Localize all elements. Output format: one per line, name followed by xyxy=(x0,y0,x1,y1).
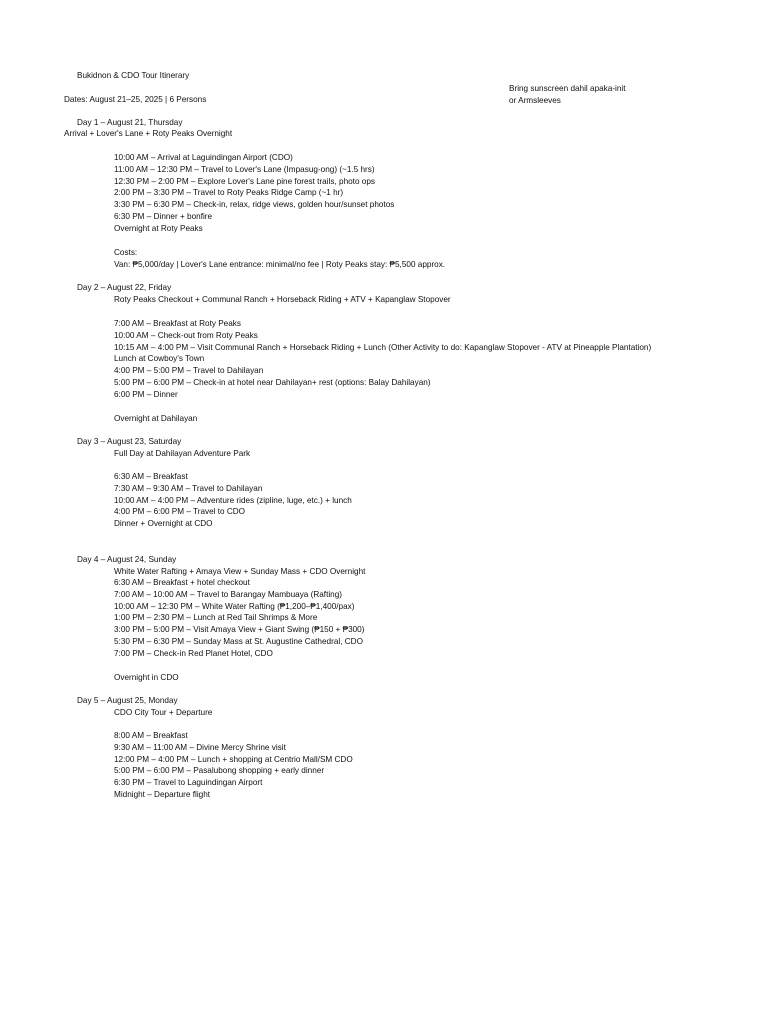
schedule-item: 1:00 PM – 2:30 PM – Lunch at Red Tail Shrimps & More xyxy=(114,613,318,623)
day2-heading: Day 2 – August 22, Friday xyxy=(77,283,172,292)
side-note-line: or Armsleeves xyxy=(509,95,561,105)
trip-dates: Dates: August 21–25, 2025 | 6 Persons xyxy=(64,95,207,104)
schedule-item: 3:00 PM – 5:00 PM – Visit Amaya View + Giant Swing (₱150 + ₱300) xyxy=(114,625,365,635)
schedule-item: 7:00 PM – Check-in Red Planet Hotel, CDO xyxy=(114,648,273,658)
schedule-item: Dinner + Overnight at CDO xyxy=(114,519,213,529)
schedule-item: 3:30 PM – 6:30 PM – Check-in, relax, ridge views, golden hour/sunset photos xyxy=(114,200,395,210)
day5-subtitle: CDO City Tour + Departure xyxy=(114,708,213,717)
schedule-item: 10:00 AM – 12:30 PM – White Water Rafting (₱1,200–₱1,400/pax) xyxy=(114,601,355,611)
day4-subtitle: White Water Rafting + Amaya View + Sunday Mass + CDO Overnight xyxy=(114,567,366,576)
schedule-item: 2:00 PM – 3:30 PM – Travel to Roty Peaks Ridge Camp (~1 hr) xyxy=(114,188,344,198)
schedule-item: 11:00 AM – 12:30 PM – Travel to Lover's Lane (Impasug-ong) (~1.5 hrs) xyxy=(114,164,375,174)
schedule-item: Overnight at Roty Peaks xyxy=(114,223,203,233)
schedule-item: 7:00 AM – 10:00 AM – Travel to Barangay Mambuaya (Rafting) xyxy=(114,589,343,599)
day1-schedule xyxy=(114,152,394,235)
schedule-item: 10:00 AM – Check-out from Roty Peaks xyxy=(114,330,258,340)
schedule-item: 6:30 AM – Breakfast + hotel checkout xyxy=(114,578,250,587)
day5-heading: Day 5 – August 25, Monday xyxy=(77,696,178,705)
day3-heading: Day 3 – August 23, Saturday xyxy=(77,437,182,446)
day3-schedule xyxy=(114,471,352,530)
page-title: Bukidnon & CDO Tour Itinerary xyxy=(77,71,190,80)
day4-overnight: Overnight in CDO xyxy=(114,673,179,682)
schedule-item: 7:00 AM – Breakfast at Roty Peaks xyxy=(114,319,241,328)
side-note xyxy=(509,83,626,107)
schedule-item: 9:30 AM – 11:00 AM – Divine Mercy Shrine visit xyxy=(114,742,286,752)
day1-heading: Day 1 – August 21, Thursday xyxy=(77,118,183,127)
schedule-item: 6:30 AM – Breakfast xyxy=(114,472,188,481)
day4-schedule xyxy=(114,577,364,660)
day2-overnight: Overnight at Dahilayan xyxy=(114,414,198,423)
schedule-item: 4:00 PM – 5:00 PM – Travel to Dahilayan xyxy=(114,366,264,376)
day5-schedule xyxy=(114,730,353,801)
schedule-item: 6:30 PM – Dinner + bonfire xyxy=(114,211,213,221)
costs-label: Costs: xyxy=(114,248,138,257)
day1-costs xyxy=(114,247,445,271)
schedule-item: 6:00 PM – Dinner xyxy=(114,389,178,399)
schedule-item: 10:15 AM – 4:00 PM – Visit Communal Ranch + Horseback Riding + Lunch (Other Activity to do: Kapanglaw Stopover - ATV at Pineapple Plantation) xyxy=(114,342,652,352)
schedule-item: 5:30 PM – 6:30 PM – Sunday Mass at St. Augustine Cathedral, CDO xyxy=(114,636,363,646)
schedule-item: 10:00 AM – Arrival at Laguindingan Airport (CDO) xyxy=(114,153,293,162)
schedule-item: 12:30 PM – 2:00 PM – Explore Lover's Lane pine forest trails, photo ops xyxy=(114,176,375,186)
schedule-item: Midnight – Departure flight xyxy=(114,789,211,799)
side-note-line: Bring sunscreen dahil apaka-init xyxy=(509,84,626,93)
schedule-item: 4:00 PM – 6:00 PM – Travel to CDO xyxy=(114,507,246,517)
schedule-item: 5:00 PM – 6:00 PM – Pasalubong shopping + early dinner xyxy=(114,766,325,776)
schedule-item: 5:00 PM – 6:00 PM – Check-in at hotel near Dahilayan+ rest (options: Balay Dahilayan) xyxy=(114,377,431,387)
schedule-item: 8:00 AM – Breakfast xyxy=(114,731,188,740)
schedule-item: 6:30 PM – Travel to Laguindingan Airport xyxy=(114,778,263,788)
day1-subtitle: Arrival + Lover's Lane + Roty Peaks Overnight xyxy=(64,129,233,138)
day2-schedule xyxy=(114,318,651,401)
costs-detail: Van: ₱5,000/day | Lover's Lane entrance: minimal/no fee | Roty Peaks stay: ₱5,500 approx. xyxy=(114,259,446,269)
day2-subtitle: Roty Peaks Checkout + Communal Ranch + Horseback Riding + ATV + Kapanglaw Stopover xyxy=(114,295,451,304)
day4-heading: Day 4 – August 24, Sunday xyxy=(77,555,177,564)
schedule-item: 7:30 AM – 9:30 AM – Travel to Dahilayan xyxy=(114,483,263,493)
day3-subtitle: Full Day at Dahilayan Adventure Park xyxy=(114,449,251,458)
schedule-item: 10:00 AM – 4:00 PM – Adventure rides (zipline, luge, etc.) + lunch xyxy=(114,495,352,505)
schedule-item: 12:00 PM – 4:00 PM – Lunch + shopping at Centrio Mall/SM CDO xyxy=(114,754,353,764)
schedule-item: Lunch at Cowboy's Town xyxy=(114,354,205,364)
